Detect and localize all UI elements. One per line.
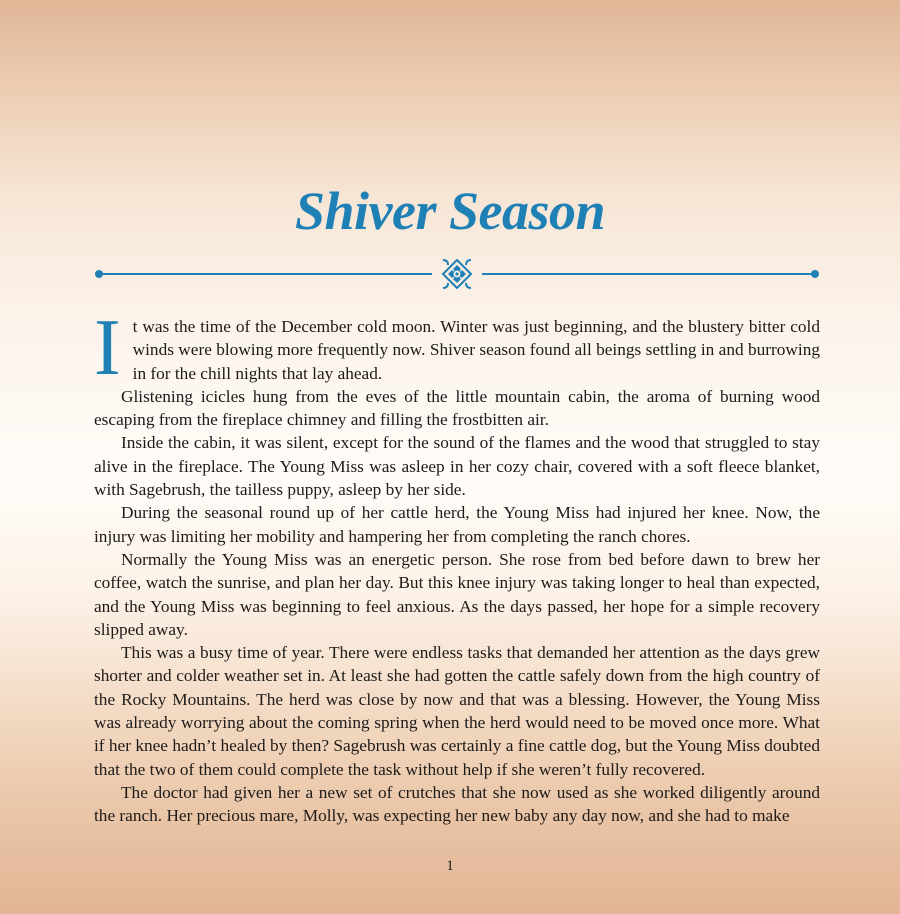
ornamental-flourish-icon xyxy=(443,260,471,288)
paragraph: During the seasonal round up of her cattle herd, the Young Miss had injured her knee. Now, the injury was limiting her mobility and hampering her from completing the ranch chores. xyxy=(94,503,820,546)
chapter-title: Shiver Season xyxy=(294,181,606,241)
paragraph: This was a busy time of year. There were endless tasks that demanded her attention as the days grew shorter and colder weather set in. At least she had gotten the cattle safely down from the high country of the Rocky Mountains. The herd was close by now and that was a blessing. However, the Young Miss was already worrying about the coming spring when the herd would need to be moved once more. What if her knee hadn’t healed by then? Sagebrush was certainly a fine cattle dog, but the Young Miss doubted that the two of them could complete the task without help if she weren’t fully recovered. xyxy=(94,643,820,779)
chapter-body xyxy=(94,304,820,828)
paragraph: Inside the cabin, it was silent, except for the sound of the flames and the wood that struggled to stay alive in the fireplace. The Young Miss was asleep in her cozy chair, covered with a soft fleece blanket, with Sagebrush, the tailless puppy, asleep by her side. xyxy=(94,433,820,500)
paragraph: The doctor had given her a new set of crutches that she now used as she worked diligently around the ranch. Her precious mare, Molly, was expecting her new baby any day now, and she had to make xyxy=(94,782,820,826)
paragraph: Glistening icicles hung from the eves of the little mountain cabin, the aroma of burning wood escaping from the fireplace chimney and filling the frostbitten air. xyxy=(94,386,820,430)
title-divider xyxy=(95,259,822,289)
opening-paragraph-text: t was the time of the December cold moon. Winter was just beginning, and the blustery bitter cold winds were blowing more frequently now. Shiver season found all beings settling in and burrowing in for the chill nights that lay ahead. xyxy=(132,317,820,383)
divider-right-dot xyxy=(811,270,819,278)
paragraph: Normally the Young Miss was an energetic person. She rose from bed before dawn to brew her coffee, watch the sunrise, and plan her day. But this knee injury was taking longer to heal than expected, and the Young Miss was beginning to feel anxious. As the days passed, her hope for a simple recovery slipped away. xyxy=(94,549,820,639)
drop-cap: I xyxy=(94,304,121,392)
opening-paragraph xyxy=(94,304,820,392)
page-number: 1 xyxy=(446,858,454,874)
